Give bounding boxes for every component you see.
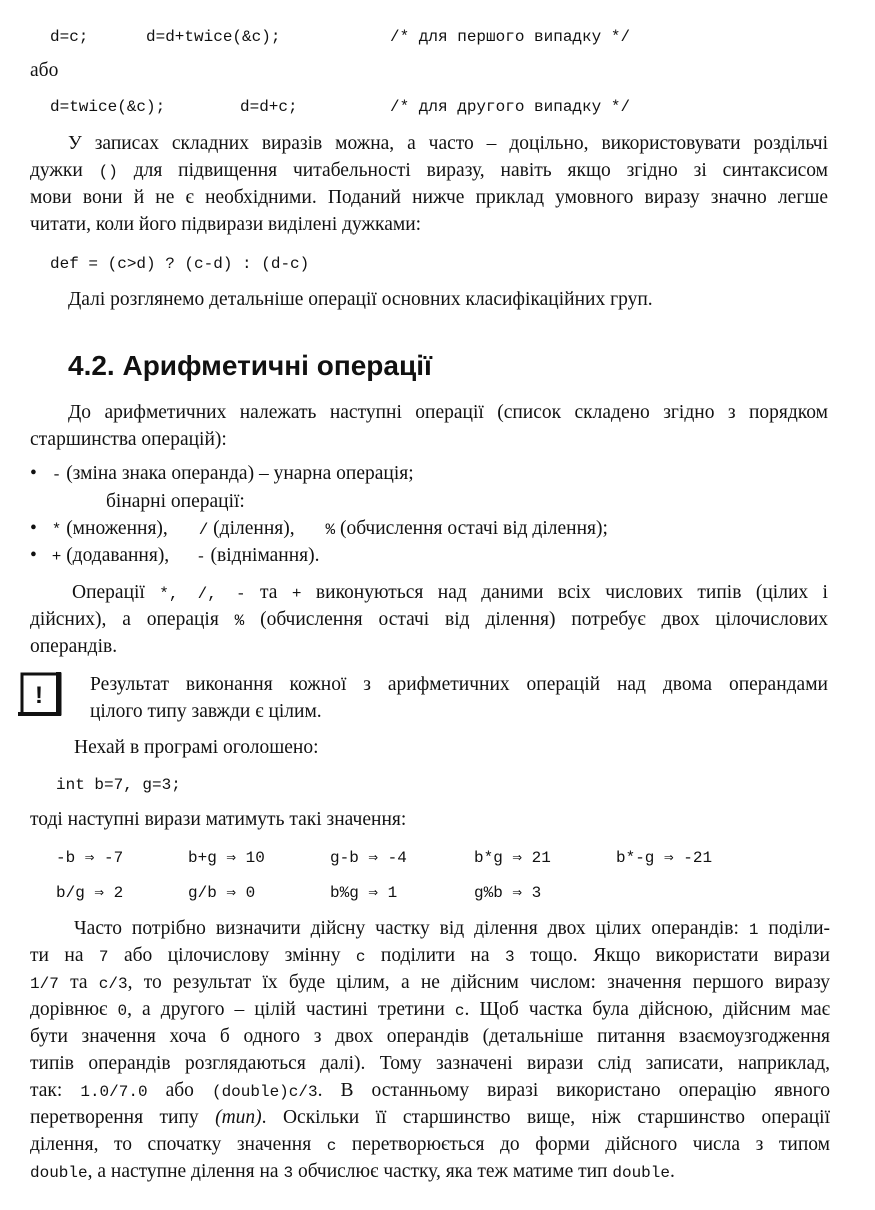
text: перетворюється до форми дійсного числа з типом [336,1134,830,1155]
text: та [58,972,99,993]
text: тощо. Якщо використати вирази [514,945,830,966]
inline-code: 3 [504,948,515,966]
paragraph-line [30,1132,830,1159]
exclamation-symbol: ! [35,682,43,709]
text: або цілочислову змінну [108,945,356,966]
text: (віднімання). [205,545,320,566]
warning-note-icon [18,672,64,718]
section-heading: 4.2. Арифметичні операції [68,350,432,381]
inline-code: + [291,585,302,603]
bullet-icon: • [30,545,37,566]
bullet-icon: • [30,463,37,484]
inline-code: () [98,163,118,181]
text: (зміна знака операнда) – унарна операція; [61,463,414,484]
paragraph-line: У записах складних виразів можна, а часто – доцільно, використовувати роздільчі [68,133,828,154]
text: ділення, то спочатку значення [30,1134,327,1155]
inline-code: c [326,1137,337,1155]
inline-code: 7 [98,948,109,966]
text: Операції [72,582,160,603]
text: (обчислення остачі від ділення) потребує двох цілочислових [244,609,828,630]
example: b*-g ⇒ -21 [616,849,713,867]
paragraph-line: тоді наступні вирази матимуть такі значення: [30,809,407,830]
code-stmt: d=d+twice(&c); [146,28,281,46]
text: Часто потрібно визначити дійсну частку від ділення двох цілих операндів: [74,918,749,939]
text: дужки [30,160,99,181]
text: ти на [30,945,99,966]
code-stmt: d=d+c; [240,98,298,116]
paragraph-line: мови вони й не є необхідними. Поданий нижче приклад умовного виразу значно легше [30,187,828,208]
inline-code: - [196,548,206,566]
text: . Щоб частка була дійсною, дійсним має [464,999,831,1020]
paragraph-line: Нехай в програмі оголошено: [74,737,319,758]
inline-code: / [198,521,209,539]
text: . В останньому виразі використано операцію явного [317,1080,830,1101]
inline-code: 1/7 [30,975,59,993]
text: (ділення), [208,518,295,539]
paragraph-line: Далі розглянемо детальніше операції основних класифікаційних груп. [68,289,653,310]
inline-code: 1 [748,921,759,939]
text: перетворення типу [30,1107,216,1128]
inline-code: % [325,521,336,539]
paragraph-line [30,997,830,1024]
code-int: int b=7, g=3; [56,776,181,794]
paragraph-line [72,580,828,607]
code-stmt: d=twice(&c); [50,98,166,116]
or-word: або [30,60,59,81]
code-def: def = (c>d) ? (c-d) : (d-c) [50,255,310,273]
italic-text: (тип) [215,1107,262,1128]
inline-code: 0 [117,1002,128,1020]
example: g/b ⇒ 0 [188,884,256,902]
example: g%b ⇒ 3 [474,884,542,902]
text: поділити на [365,945,505,966]
binary-ops-label: бінарні операції: [106,491,245,512]
bullet-item [30,516,608,543]
note-line: цілого типу завжди є цілим. [90,701,322,722]
inline-code: *, /, - [159,585,246,603]
paragraph-line [30,1078,830,1105]
note-line: Результат виконання кожної з арифметичних операцій над двома операндами [90,674,828,695]
text: , то результат їх буде цілим, а не дійсним числом: значення першого виразу [127,972,830,993]
inline-code: c [454,1002,465,1020]
inline-code: % [234,612,245,630]
text: та [245,582,292,603]
text: (додавання), [61,545,170,566]
text: , а наступне ділення на [87,1161,284,1182]
text: (множення), [61,518,168,539]
code-line-1 [50,24,631,50]
paragraph-line: читати, коли його підвирази виділені дужками: [30,214,422,235]
inline-code: 1.0/7.0 [80,1083,148,1101]
inline-code: (double)c/3 [211,1083,318,1101]
inline-code: double [30,1164,88,1182]
example: b/g ⇒ 2 [56,884,124,902]
inline-code: c/3 [98,975,128,993]
paragraph-line [30,970,830,997]
code-comment: /* для другого випадку */ [390,98,631,116]
text: . Оскільки її старшинство вище, ніж старшинство операції [261,1107,830,1128]
example: -b ⇒ -7 [56,849,124,867]
text: , а другого – цілій частині третини [127,999,455,1020]
text: або [147,1080,212,1101]
bullet-item [30,543,320,570]
text: виконуються над даними всіх числових типів (цілих і [301,582,828,603]
bullet-icon: • [30,518,37,539]
text: для підвищення читабельності виразу, навіть якщо згідно зі синтаксисом [117,160,829,181]
paragraph-line [74,916,830,943]
text: дійсних), а операція [30,609,235,630]
inline-code: * [51,521,62,539]
paragraph-line: типів операндів розглядаються далі). Тому зазначені вирази слід записати, наприклад, [30,1053,830,1074]
text: дорівнює [30,999,118,1020]
code-line-2 [50,94,631,120]
text: . [669,1161,675,1182]
text: обчислює частку, яка теж матиме тип [293,1161,613,1182]
inline-code: - [51,466,62,484]
code-comment: /* для першого випадку */ [390,28,631,46]
code-stmt: d=c; [50,28,89,46]
inline-code: double [612,1164,670,1182]
paragraph-line [30,943,830,970]
example: b+g ⇒ 10 [188,849,265,867]
paragraph-line: бути значення хоча б одного з двох операндів (детальніше питання взаємоузгодження [30,1026,830,1047]
text: так: [30,1080,81,1101]
bullet-item [30,461,414,488]
paragraph-line: До арифметичних належать наступні операції (список складено згідно з порядком [68,402,828,423]
text: поділи- [758,918,831,939]
paragraph-line: операндів. [30,636,118,657]
text: (обчислення остачі від ділення); [335,518,608,539]
inline-code: + [51,548,62,566]
example: b*g ⇒ 21 [474,849,551,867]
paragraph-line: старшинства операцій): [30,429,227,450]
example: b%g ⇒ 1 [330,884,398,902]
paragraph-line [30,1159,675,1186]
inline-code: c [355,948,366,966]
paragraph-line [30,158,828,185]
inline-code: 3 [283,1164,294,1182]
example: g-b ⇒ -4 [330,849,407,867]
paragraph-line [30,607,828,634]
paragraph-line [30,1105,830,1131]
